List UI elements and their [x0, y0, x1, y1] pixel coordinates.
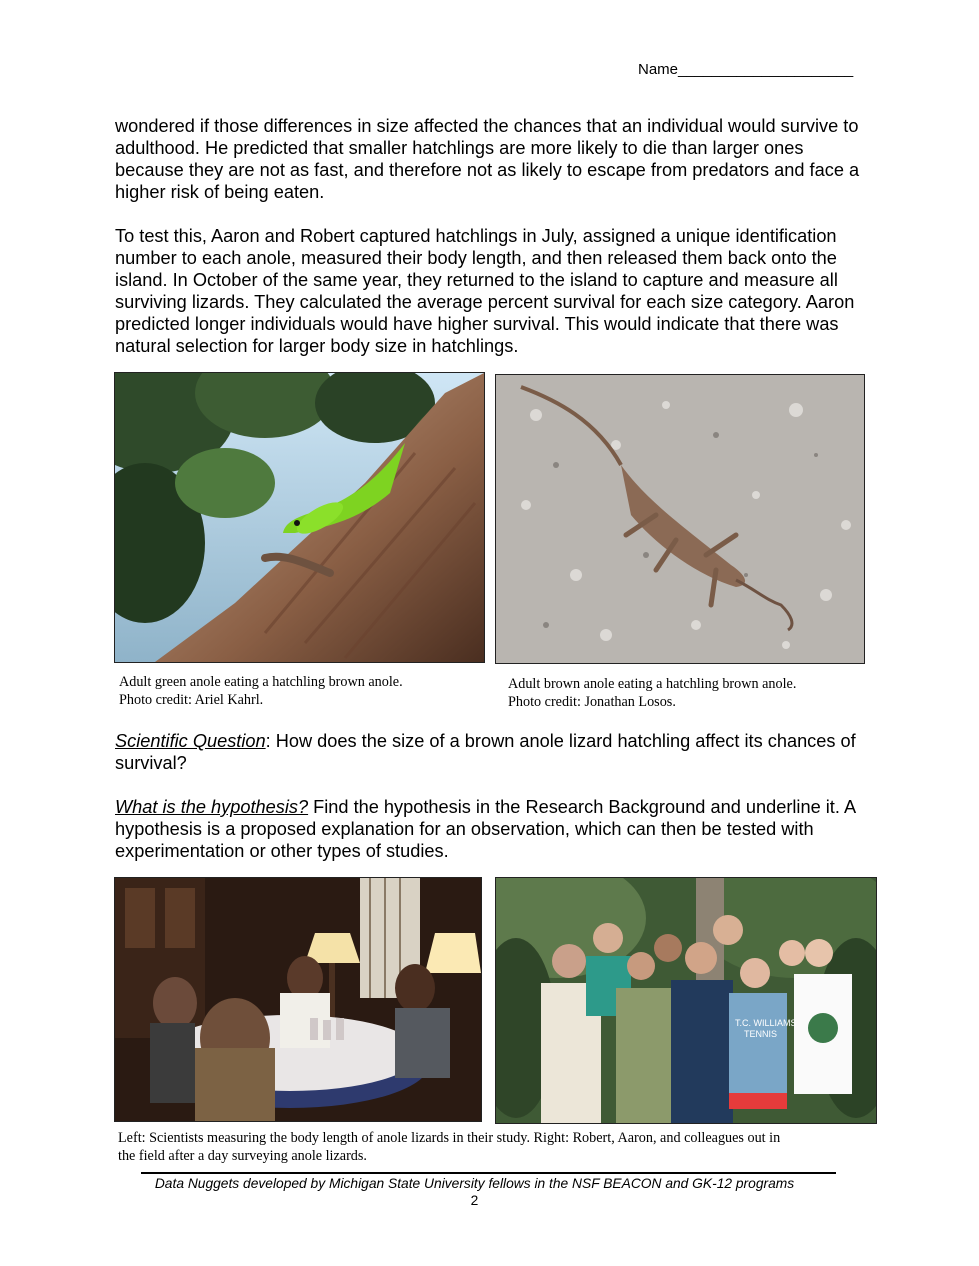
shirt-text-line-2: TENNIS: [744, 1029, 778, 1039]
footer-divider: [141, 1172, 836, 1174]
hypothesis-label: What is the hypothesis?: [115, 797, 309, 817]
scientific-question-label: Scientific Question: [115, 731, 266, 751]
scientists-measuring-photo: [114, 877, 482, 1122]
top-left-caption-line-2: Photo credit: Ariel Kahrl.: [119, 692, 264, 708]
top-left-caption-line-1: Adult green anole eating a hatchling brown anole.: [119, 674, 403, 690]
bottom-caption-line-1: Left: Scientists measuring the body length of anole lizards in their study. Right: Robert, Aaron, and colleagues out in: [118, 1130, 781, 1146]
footer-credit: Data Nuggets developed by Michigan State University fellows in the NSF BEACON and GK-12 programs: [154, 1176, 795, 1191]
background-paragraph-2: To test this, Aaron and Robert captured hatchlings in July, assigned a unique identification number to each anole, measured their body length, and then released them back onto the island. In October of the same year, they returned to the island to capture and measure all surviving lizards. They calculated the average percent survival for each size category. Aaron predicted longer individuals would have higher survival. This would indicate that there was natural selection for larger body size in hatchlings.: [115, 226, 855, 356]
name-field-label: Name_____________________: [638, 61, 854, 78]
shirt-text-line-1: T.C. WILLIAMS: [735, 1018, 797, 1028]
hypothesis-prompt: [115, 796, 875, 862]
bottom-caption-line-2: the field after a day surveying anole lizards.: [118, 1148, 367, 1164]
green-anole-photo: [114, 372, 485, 663]
page-number: 2: [470, 1193, 479, 1208]
group-field-photo: [495, 877, 877, 1124]
background-paragraph-1: wondered if those differences in size affected the chances that an individual would survive to adulthood. He predicted that smaller hatchlings are more likely to die than larger ones because they are not as fast, and therefore not as likely to escape from predators and face a higher risk of being eaten.: [115, 116, 860, 202]
scientific-question-text: : How does the size of a brown anole lizard hatchling affect its chances of survival?: [115, 731, 856, 773]
top-right-caption-line-2: Photo credit: Jonathan Losos.: [508, 694, 676, 710]
hypothesis-text: Find the hypothesis in the Research Background and underline it. A hypothesis is a proposed explanation for an observation, which can then be tested with experimentation or other types of studies.: [115, 797, 856, 861]
top-right-caption-line-1: Adult brown anole eating a hatchling brown anole.: [508, 676, 797, 692]
scientific-question: [115, 730, 875, 774]
brown-anole-photo: [495, 374, 865, 664]
